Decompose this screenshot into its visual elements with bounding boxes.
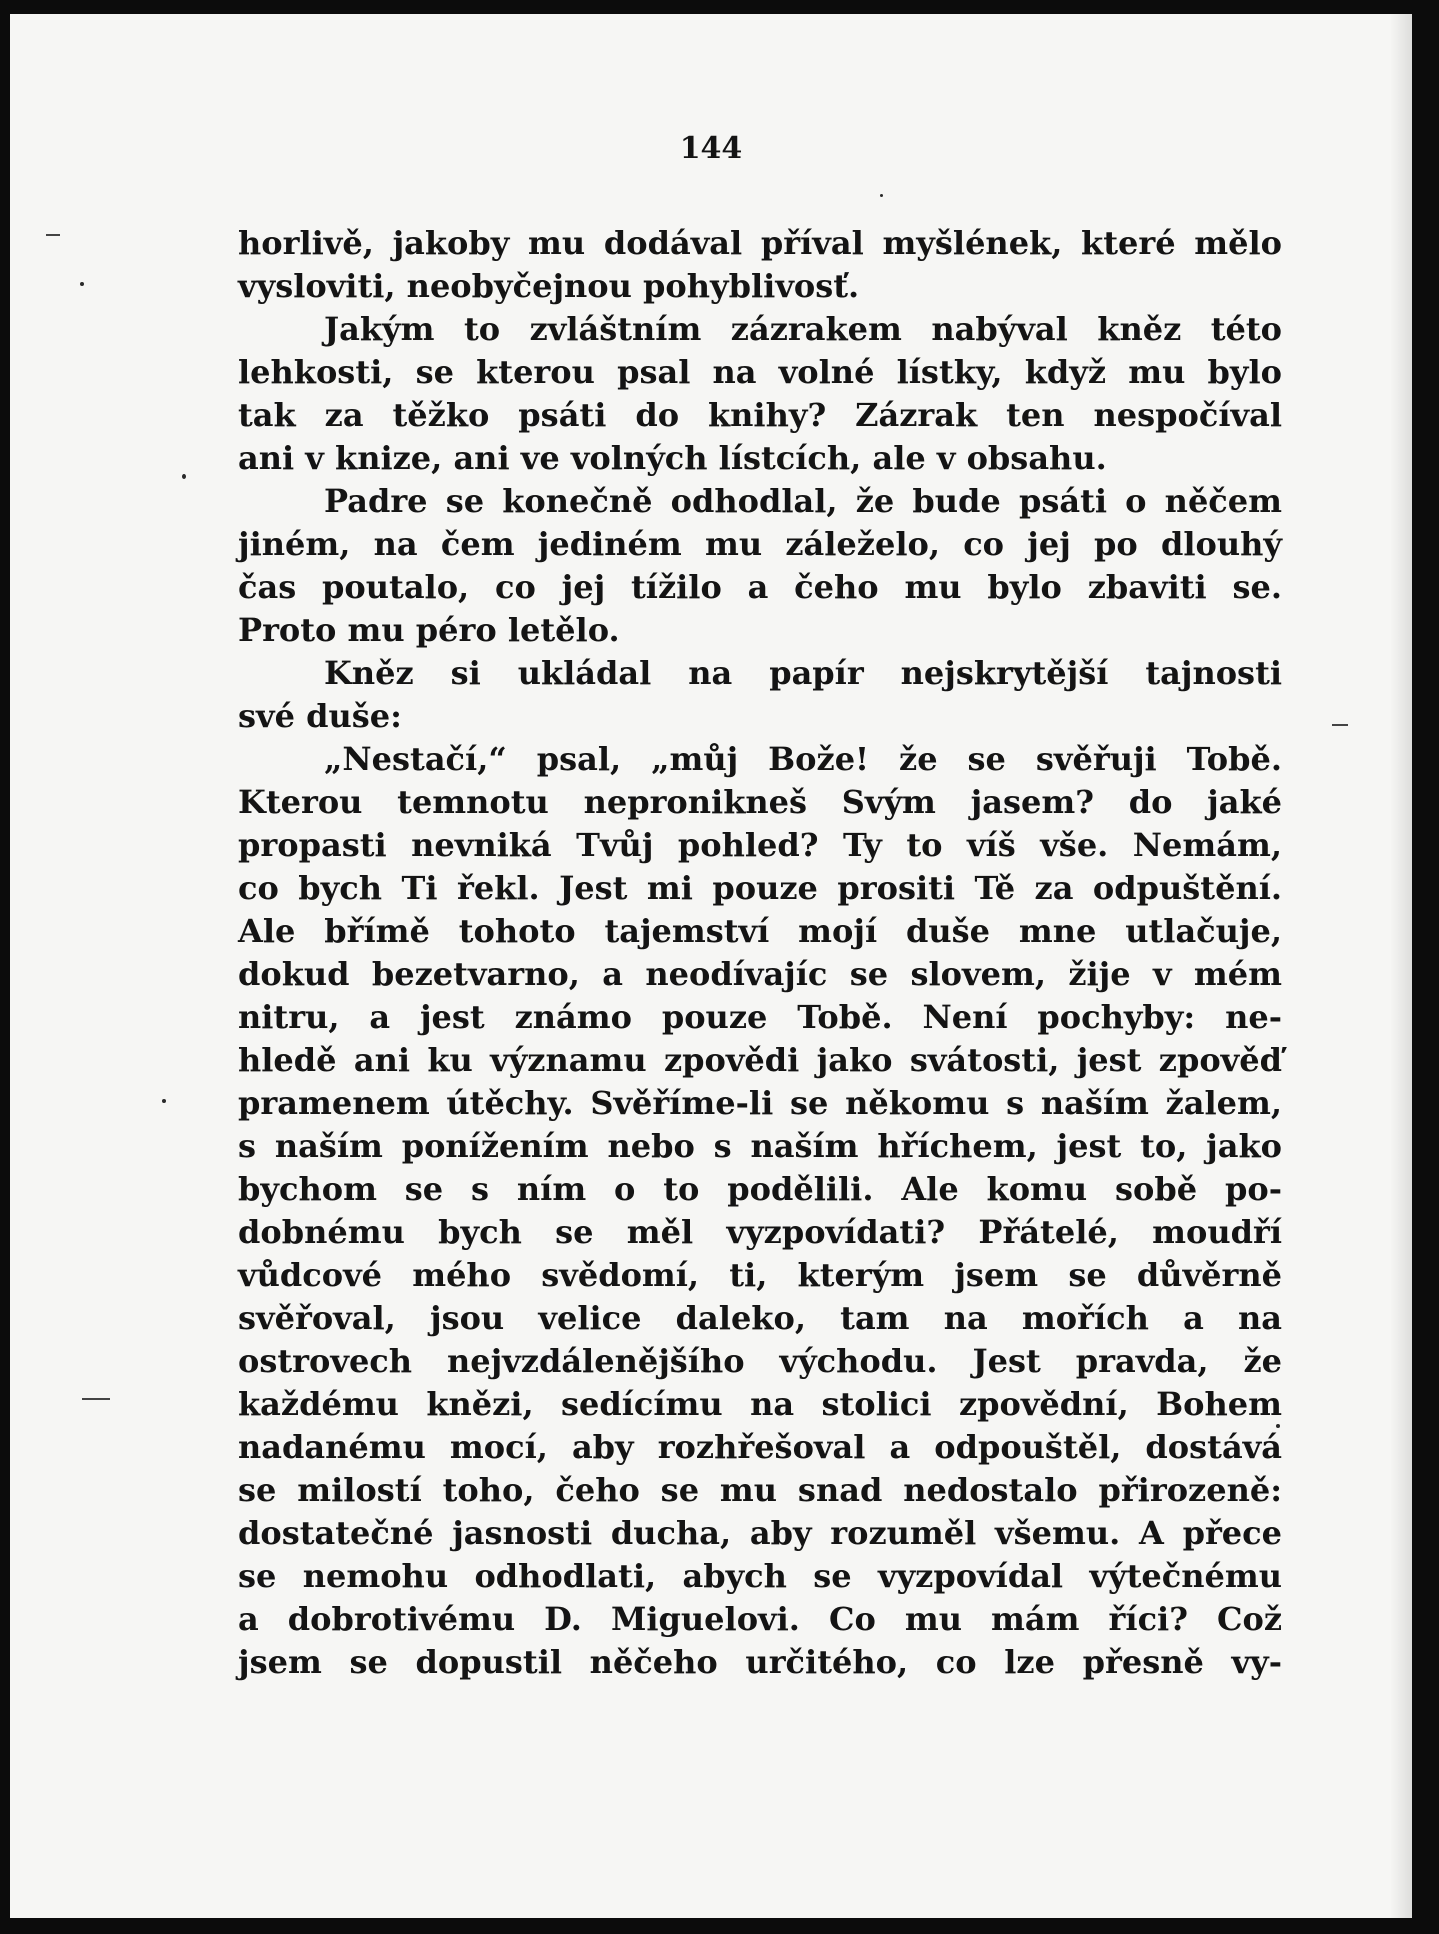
text-line: se milostí toho, čeho se mu snad nedostalo přirozeně: bbox=[238, 1471, 1282, 1509]
text-line: „Nestačí,“ psal, „můj Bože! že se svěřuji Tobě. bbox=[324, 740, 1282, 778]
scan-speck bbox=[880, 194, 883, 197]
book-page bbox=[10, 14, 1412, 1918]
text-line: propasti nevniká Tvůj pohled? Ty to víš vše. Nemám, bbox=[238, 826, 1282, 864]
text-line: vysloviti, neobyčejnou pohyblivosť. bbox=[238, 267, 860, 305]
text-line: ani v knize, ani ve volných lístcích, ale v obsahu. bbox=[238, 439, 1107, 477]
page-number: 144 bbox=[679, 131, 743, 166]
text-line: dobnému bych se měl vyzpovídati? Přátelé, moudří bbox=[238, 1213, 1282, 1251]
text-line: s naším ponížením nebo s naším hříchem, jest to, jako bbox=[238, 1127, 1282, 1165]
scan-mark bbox=[46, 234, 60, 236]
text-line: co bych Ti řekl. Jest mi pouze prositi Tě za odpuštění. bbox=[238, 869, 1282, 907]
text-line: jiném, na čem jediném mu záleželo, co jej po dlouhý bbox=[238, 525, 1282, 563]
text-line: Ale břímě tohoto tajemství mojí duše mne utlačuje, bbox=[238, 912, 1282, 950]
scan-mark bbox=[82, 1398, 110, 1400]
text-line: nadanému mocí, aby rozhřešoval a odpouštěl, dostává bbox=[238, 1428, 1282, 1466]
text-line: Padre se konečně odhodlal, že bude psáti o něčem bbox=[324, 482, 1282, 520]
text-line: horlivě, jakoby mu dodával příval myšlének, které mělo bbox=[238, 224, 1282, 262]
scan-mark bbox=[1332, 724, 1348, 726]
text-line: dostatečné jasnosti ducha, aby rozuměl všemu. A přece bbox=[238, 1514, 1282, 1552]
text-line: ostrovech nejvzdálenějšího východu. Jest pravda, že bbox=[238, 1342, 1282, 1380]
scan-speck bbox=[182, 474, 186, 479]
text-line: bychom se s ním o to podělili. Ale komu sobě po- bbox=[238, 1170, 1282, 1208]
text-line: dokud bezetvarno, a neodívajíc se slovem, žije v mém bbox=[238, 955, 1282, 993]
text-line: lehkosti, se kterou psal na volné lístky, když mu bylo bbox=[238, 353, 1282, 391]
text-line: své duše: bbox=[238, 697, 402, 735]
page-edge-shadow bbox=[1390, 14, 1412, 1918]
body-text bbox=[238, 222, 1282, 1684]
text-line: Jakým to zvláštním zázrakem nabýval kněz této bbox=[324, 310, 1282, 348]
text-line: Proto mu péro letělo. bbox=[238, 611, 620, 649]
text-line: hledě ani ku významu zpovědi jako svátosti, jest zpověď bbox=[238, 1041, 1282, 1079]
text-line: a dobrotivému D. Miguelovi. Co mu mám říci? Což bbox=[238, 1600, 1282, 1638]
text-line: každému knězi, sedícímu na stolici zpovědní, Bohem bbox=[238, 1385, 1282, 1423]
text-line: tak za těžko psáti do knihy? Zázrak ten nespočíval bbox=[238, 396, 1282, 434]
text-line: Kněz si ukládal na papír nejskrytější tajnosti bbox=[324, 654, 1282, 692]
text-line: nitru, a jest známo pouze Tobě. Není pochyby: ne- bbox=[238, 998, 1282, 1036]
scan-speck bbox=[162, 1099, 166, 1103]
text-line: jsem se dopustil něčeho určitého, co lze přesně vy- bbox=[238, 1643, 1282, 1681]
text-line: se nemohu odhodlati, abych se vyzpovídal výtečnému bbox=[238, 1557, 1282, 1595]
text-line: pramenem útěchy. Svěříme-li se někomu s naším žalem, bbox=[238, 1084, 1282, 1122]
text-line: vůdcové mého svědomí, ti, kterým jsem se důvěrně bbox=[238, 1256, 1282, 1294]
text-line: čas poutalo, co jej tížilo a čeho mu bylo zbaviti se. bbox=[238, 568, 1282, 606]
text-line: svěřoval, jsou velice daleko, tam na mořích a na bbox=[238, 1299, 1282, 1337]
text-line: Kterou temnotu nepronikneš Svým jasem? do jaké bbox=[238, 783, 1282, 821]
scan-speck bbox=[80, 282, 84, 286]
